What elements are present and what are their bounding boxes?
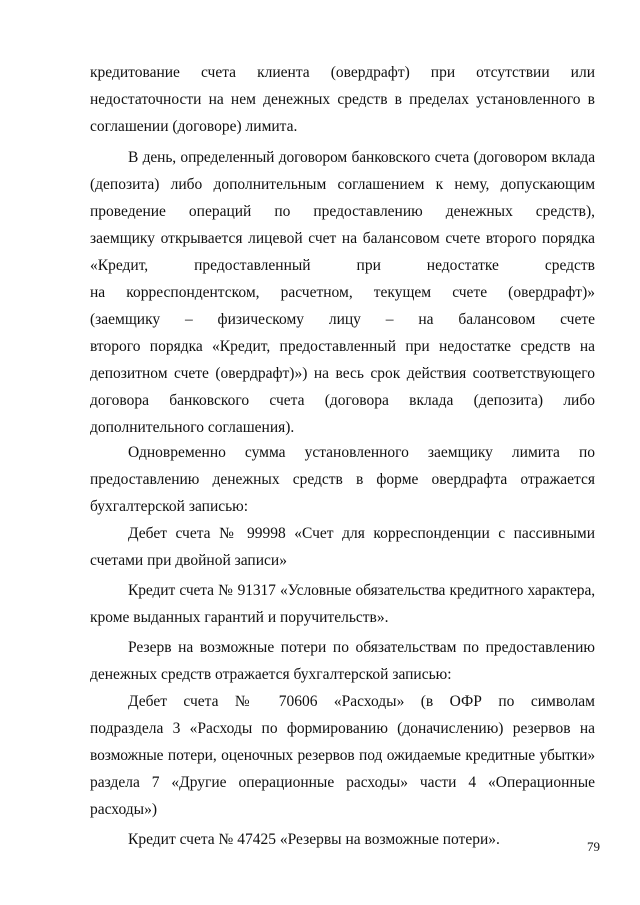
text-line: раздела 7 «Другие операционные расходы» части 4 «Операционные xyxy=(90,774,595,791)
text-line: предоставлению денежных средств в форме овердрафта отражается xyxy=(90,471,595,488)
text-line: договора банковского счета (договора вклада (депозита) либо xyxy=(90,392,595,409)
text-line: Резерв на возможные потери по обязательствам по предоставлению xyxy=(128,639,595,656)
text-line: второго порядка «Кредит, предоставленный при недостатке средств на xyxy=(90,338,595,355)
text-line: денежных средств отражается бухгалтерской записью: xyxy=(90,666,452,683)
text-line: кроме выданных гарантий и поручительств». xyxy=(90,609,389,626)
text-line: (заемщику – физическому лицу – на балансовом счете xyxy=(90,311,595,328)
text-line: заемщику открывается лицевой счет на балансовом счете второго порядка xyxy=(90,230,595,247)
text-line: Дебет счета № 99998 «Счет для корреспонденции с пассивными xyxy=(128,525,595,542)
text-line: «Кредит, предоставленный при недостатке средств xyxy=(90,257,595,274)
text-line: (депозита) либо дополнительным соглашением к нему, допускающим xyxy=(90,176,595,193)
text-line: расходы») xyxy=(90,801,157,818)
text-line: Кредит счета № 91317 «Условные обязательства кредитного характера, xyxy=(128,582,595,599)
text-line: кредитование счета клиента (овердрафт) при отсутствии или xyxy=(90,64,595,81)
text-line: подраздела 3 «Расходы по формированию (доначислению) резервов на xyxy=(90,720,595,737)
text-line: счетами при двойной записи» xyxy=(90,552,287,569)
text-line: недостаточности на нем денежных средств в пределах установленного в xyxy=(90,91,595,108)
text-line: Одновременно сумма установленного заемщику лимита по xyxy=(128,444,595,461)
text-line: на корреспондентском, расчетном, текущем счете (овердрафт)» xyxy=(90,284,595,301)
text-line: соглашении (договоре) лимита. xyxy=(90,118,298,135)
text-line: Дебет счета № 70606 «Расходы» (в ОФР по символам xyxy=(128,693,595,710)
text-line: Кредит счета № 47425 «Резервы на возможные потери». xyxy=(128,831,500,848)
text-line: В день, определенный договором банковского счета (договором вклада xyxy=(128,149,595,166)
text-line: бухгалтерской записью: xyxy=(90,498,249,515)
text-line: депозитном счете (овердрафт)») на весь срок действия соответствующего xyxy=(90,365,595,382)
page-number: 79 xyxy=(587,839,600,854)
text-line: проведение операций по предоставлению денежных средств), xyxy=(90,203,595,220)
text-line: возможные потери, оценочных резервов под ожидаемые кредитные убытки» xyxy=(90,747,595,764)
text-line: дополнительного соглашения). xyxy=(90,419,295,436)
